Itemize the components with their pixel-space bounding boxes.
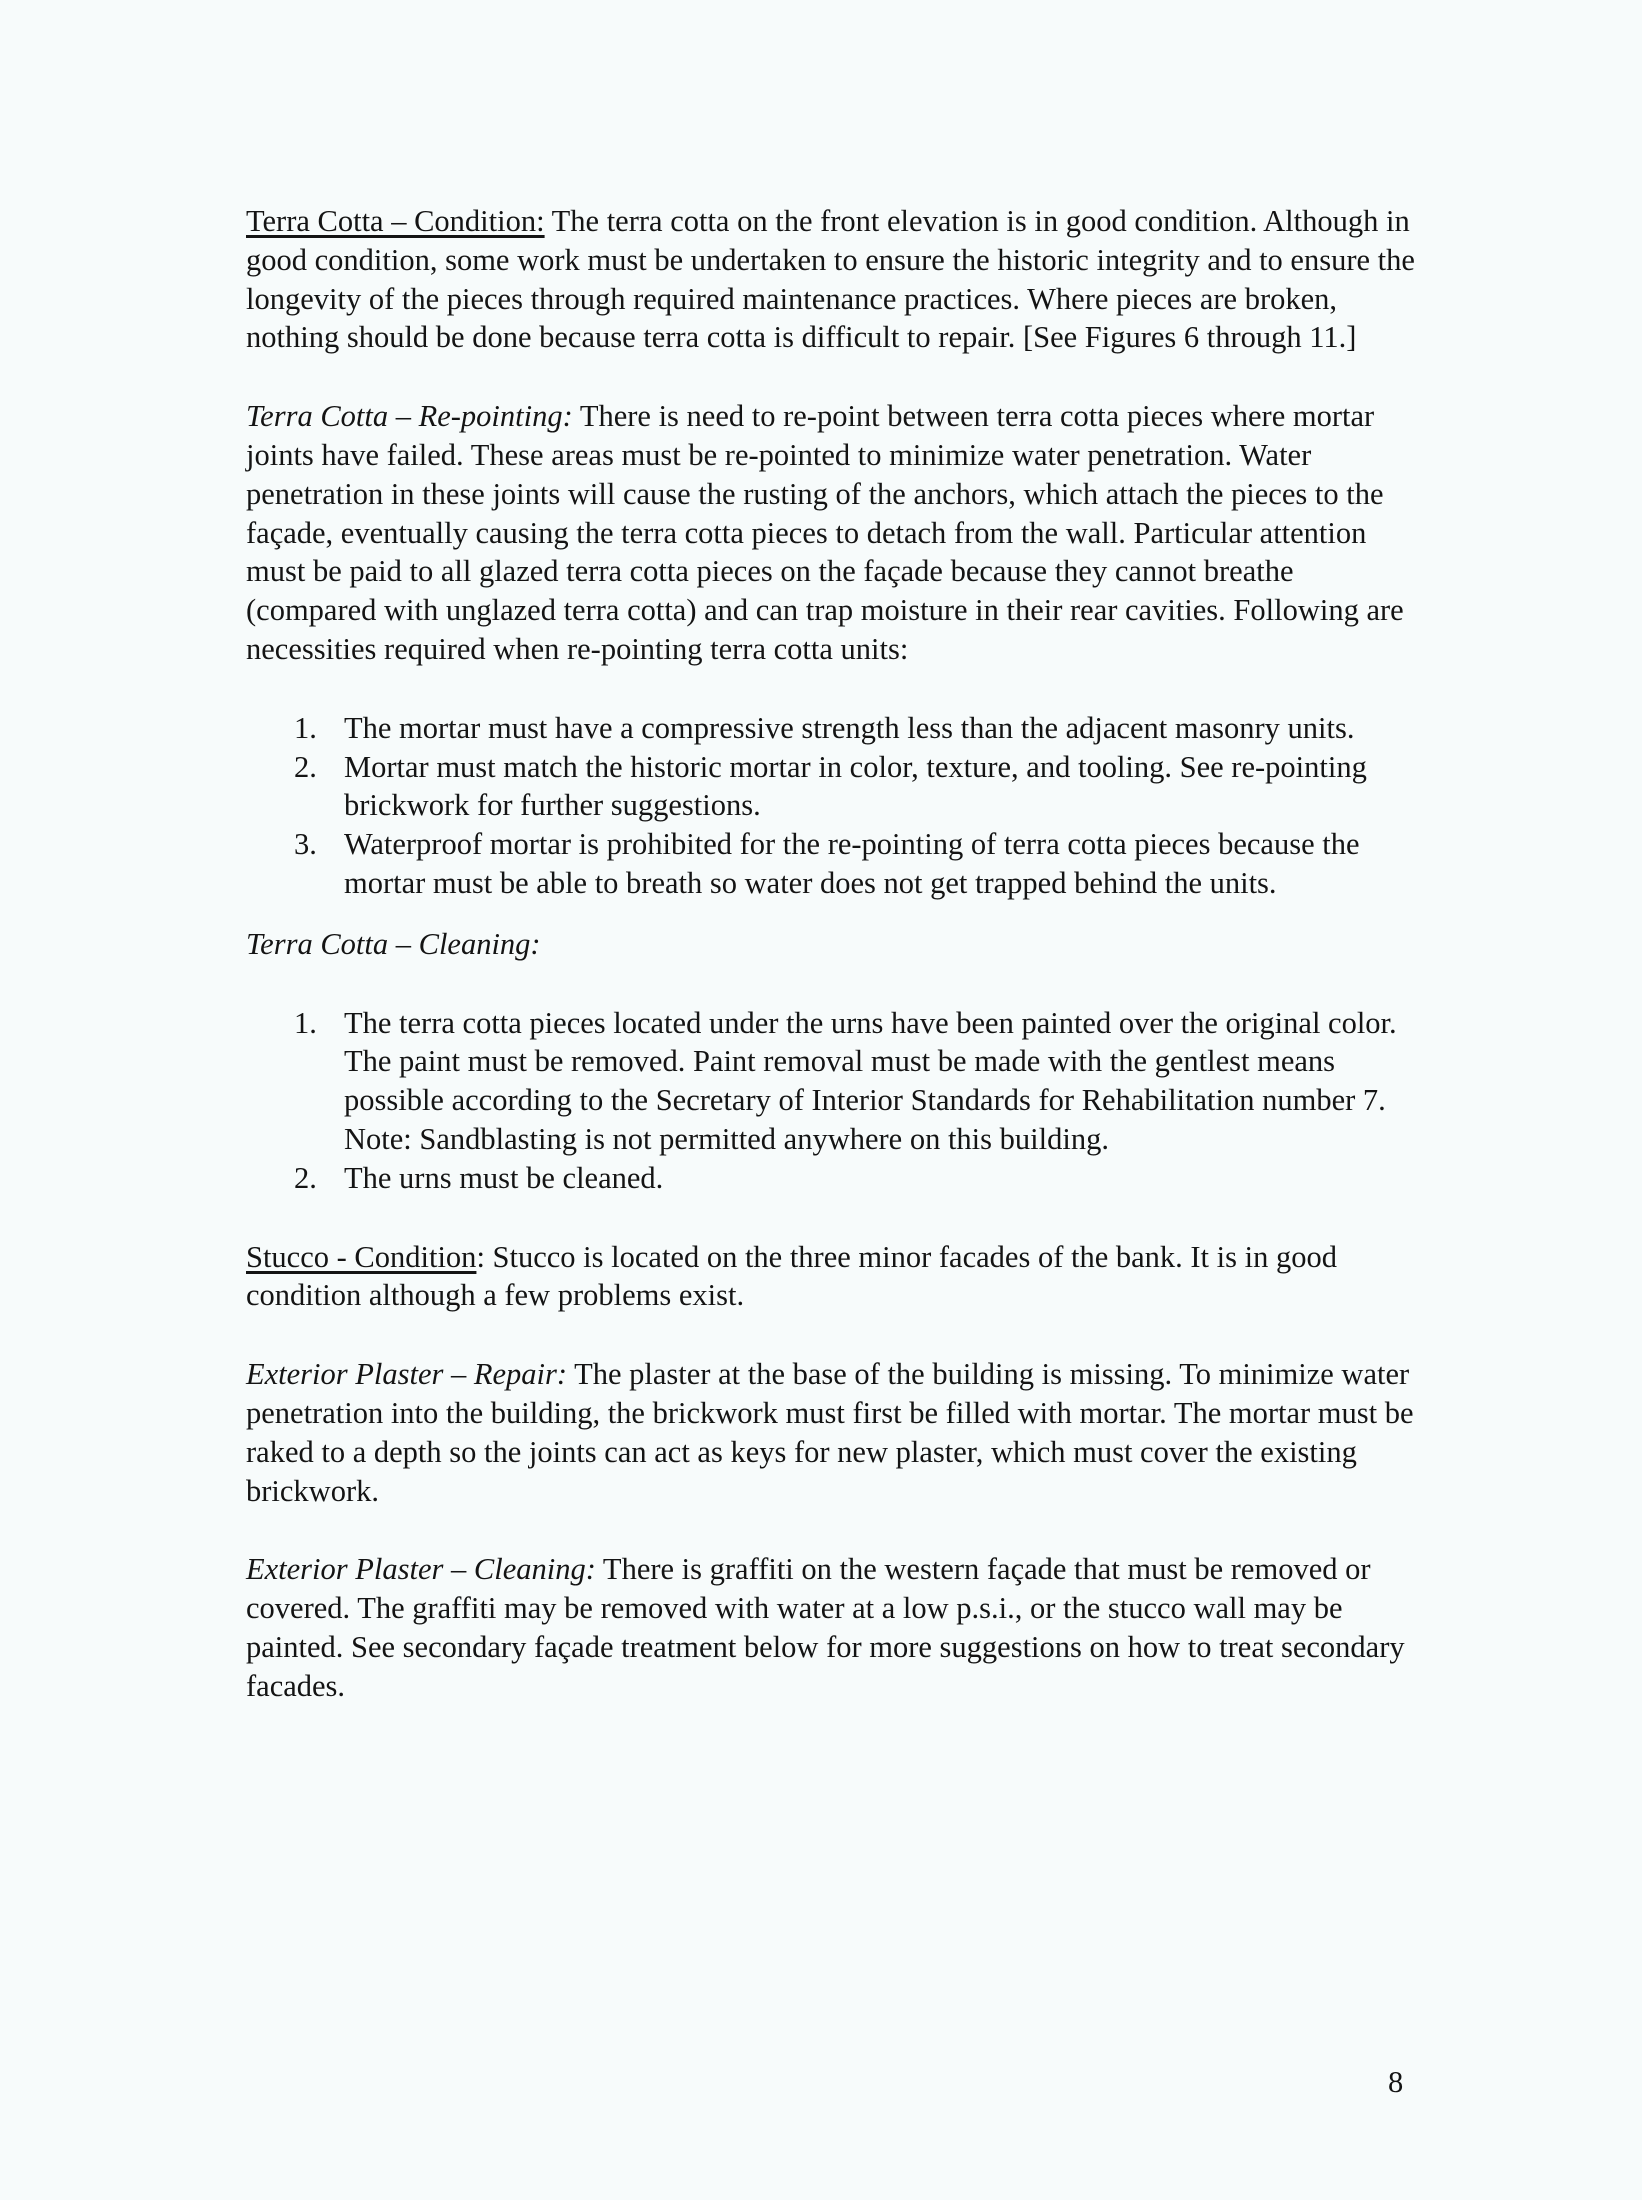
plaster-repair-paragraph [246,1355,1426,1510]
list-item-number: 1. [294,710,317,745]
page-body [246,202,1426,1706]
terra-cotta-cleaning-heading: Terra Cotta – Cleaning: [246,926,541,961]
plaster-repair-heading: Exterior Plaster – Repair: [246,1357,568,1392]
list-item-number: 3. [294,827,317,862]
list-item-text: The urns must be cleaned. [344,1160,664,1195]
stucco-condition-paragraph [246,1238,1426,1316]
plaster-repair-text: The plaster at the base of the building is missing. To minimize water penetration into the building, the brickwork must first be filled with mortar. The mortar must be raked to a depth so the joints can act as keys for new plaster, which must cover the existing brickwork. [246,1357,1414,1508]
plaster-cleaning-text: There is graffiti on the western façade that must be removed or covered. The graffiti may be removed with water at a low p.s.i., or the stucco wall may be painted. See secondary façade treatment below for more suggestions on how to treat secondary facades. [246,1552,1405,1703]
terra-cotta-repointing-heading: Terra Cotta – Re-pointing: [246,399,573,434]
list-item-number: 2. [294,1160,317,1195]
page-number: 8 [1388,2065,1404,2099]
plaster-cleaning-paragraph [246,1550,1426,1705]
repointing-requirements-list [246,709,1426,903]
cleaning-requirements-list [246,1004,1426,1198]
plaster-cleaning-heading: Exterior Plaster – Cleaning: [246,1552,596,1587]
list-item [246,1159,1426,1198]
list-item-text: The mortar must have a compressive strength less than the adjacent masonry units. [344,710,1355,745]
terra-cotta-repointing-text: There is need to re-point between terra cotta pieces where mortar joints have failed. These areas must be re-pointed to minimize water penetration. Water penetration in these joints will cause the rusting of the anchors, which attach the pieces to the façade, eventually causing the terra cotta pieces to detach from the wall. Particular attention must be paid to all glazed terra cotta pieces on the façade because they cannot breathe (compared with unglazed terra cotta) and can trap moisture in their rear cavities. Following are necessities required when re-pointing terra cotta units: [246,399,1404,666]
list-item-number: 2. [294,749,317,784]
terra-cotta-condition-text: The terra cotta on the front elevation is in good condition. Although in good condition, some work must be undertaken to ensure the historic integrity and to ensure the longevity of the pieces through required maintenance practices. Where pieces are broken, nothing should be done because terra cotta is difficult to repair. [See Figures 6 through 11.] [246,204,1415,355]
terra-cotta-condition-heading: Terra Cotta – Condition: [246,204,545,238]
list-item-text: Mortar must match the historic mortar in color, texture, and tooling. See re-pointing brickwork for further suggestions. [344,749,1367,823]
stucco-condition-text: : Stucco is located on the three minor facades of the bank. It is in good condition although a few problems exist. [246,1239,1337,1313]
list-item-text: Waterproof mortar is prohibited for the re-pointing of terra cotta pieces because the mortar must be able to breath so water does not get trapped behind the units. [344,827,1360,900]
list-item [246,825,1426,903]
list-item-text: The terra cotta pieces located under the urns have been painted over the original color. The paint must be removed. Paint removal must be made with the gentlest means possible according to the Secretary of Interior Standards for Rehabilitation number 7. Note: Sandblasting is not permitted anywhere on this building. [344,1005,1397,1156]
list-item-number: 1. [294,1005,317,1040]
list-item [246,1004,1426,1159]
stucco-condition-heading: Stucco - Condition [246,1239,477,1274]
list-item [246,709,1426,748]
list-item [246,748,1426,826]
terra-cotta-condition-paragraph [246,202,1426,357]
terra-cotta-repointing-paragraph [246,397,1426,669]
